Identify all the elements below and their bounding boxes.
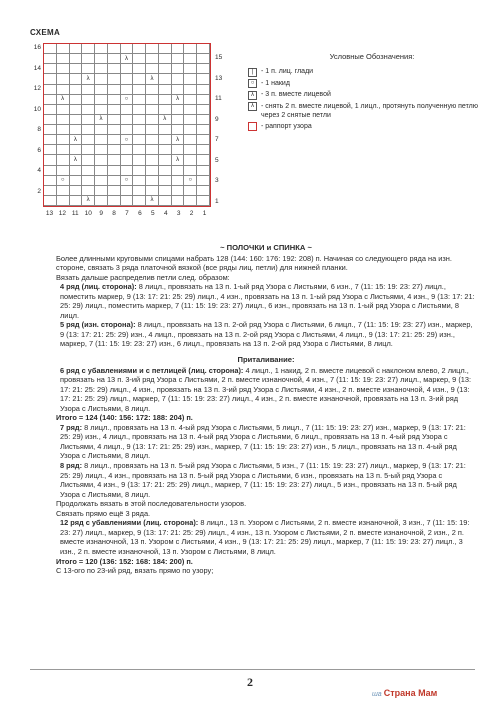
- legend-symbol-icon: [248, 122, 257, 131]
- chart-cell: [108, 74, 121, 84]
- chart-cell: [121, 105, 134, 115]
- row-5-instruction: 5 ряд (изн. сторона): 8 лицл., провязать на 13 п. 2-ой ряд Узора с Листьями, 6 лицл., 7 (11: 15: 19: 23: 27) изн., маркер, 9 (13: 17: 21: 25: 29) изн., 4 лицл., провязать на 13 п. 2-ой ряд Узора с Листьями, 4 лицл., 9 (13: 17: 21: 25: 29) изн., маркер, 7 (11: 15: 19: 23: 27) изн., 6 лицл., провязать на 13 п. 2-ой ряд Узора с Листьями, 8 лицл.: [60, 320, 473, 349]
- chart-cell: [70, 85, 83, 95]
- schema-title: СХЕМА: [30, 28, 61, 37]
- column-number-label: 7: [125, 210, 129, 217]
- legend: [248, 52, 478, 133]
- legend-text: - 1 п. лиц. глади: [261, 68, 314, 75]
- chart-cell: [172, 186, 185, 196]
- chart-cell: [159, 85, 172, 95]
- chart-cell: [44, 85, 57, 95]
- chart-cell: [146, 64, 159, 74]
- chart-cell: [197, 176, 210, 186]
- legend-symbol-icon: λ: [248, 102, 257, 111]
- last-instruction: С 13-ого по 23-ий ряд, вязать прямо по узору;: [56, 566, 214, 576]
- chart-cell: [57, 105, 70, 115]
- chart-cell: [57, 135, 70, 145]
- continue-line-2: Связать прямо ещё 3 ряда.: [56, 508, 151, 518]
- chart-cell: λ: [70, 135, 83, 145]
- chart-cell: [121, 74, 134, 84]
- chart-cell: [146, 155, 159, 165]
- chart-cell: [184, 145, 197, 155]
- chart-cell: [184, 44, 197, 54]
- chart-cell: [70, 176, 83, 186]
- chart-cell: [197, 44, 210, 54]
- chart-cell: [95, 135, 108, 145]
- chart-cell: [108, 125, 121, 135]
- row-number-label: 3: [215, 177, 219, 185]
- chart-cell: [172, 176, 185, 186]
- row-12-instruction: 12 ряд с убавлениями (лиц. сторона): 8 лицл., 13 п. Узором с Листьями, 2 п. вместе изнаночной, 3 изн., 7 (11: 15: 19: 23: 27) лицл., маркер, 9 (13: 17: 21: 25: 29) лицл., 4 изн., 13 п. Узором с Листьями, 2 п. вместе изнаночной, 2 изн., 2 п. вместе изнаночной, 13 п. Узором с Листьями, 4 изн., 9 (13: 17: 21: 25: 29) лицл., маркер, 7 (11: 15: 19: 23: 27) лицл., 3 изн., 2 п. вместе изнаночной, 13 п. Узором с Листьями, 8 лицл.: [60, 518, 470, 556]
- chart-cell: [146, 125, 159, 135]
- chart-cell: [146, 186, 159, 196]
- row-number-label: 2: [37, 187, 41, 195]
- continue-line-1: Продолжать вязать в этой последовательности узоров.: [56, 499, 247, 509]
- chart-cell: [159, 145, 172, 155]
- row-7-instruction: 7 ряд: 8 лицл., провязать на 13 п. 4-ый ряд Узора с Листьями, 5 лицл., 7 (11: 15: 19: 23: 27) изн., маркер, 9 (13: 17: 21: 25: 29) изн., 4 лицл., провязать на 13 п. 4-ый ряд Узора с Листьями, 6 лицл., провязать на 13 п. 4-ый ряд Узора с Листьями, 4 лицл., 9 (13: 17: 21: 25: 29) изн., маркер, 7 (11: 15: 19: 23: 27) изн., 5 лицл., провязать на 13 п. 4-ый ряд Узора с Листьями, 8 лицл.: [60, 422, 466, 461]
- chart-cell: [95, 155, 108, 165]
- chart-cell: [172, 196, 185, 206]
- chart-cell: ○: [121, 95, 134, 105]
- chart-cell: [57, 85, 70, 95]
- chart-cell: [184, 115, 197, 125]
- chart-cell: [95, 54, 108, 64]
- chart-cell: [159, 64, 172, 74]
- column-number-label: 1: [202, 210, 207, 217]
- chart-cell: [108, 145, 121, 155]
- chart-cell: [146, 44, 159, 54]
- chart-cell: [44, 155, 57, 165]
- chart-cell: [197, 145, 210, 155]
- chart-cell: λ: [172, 155, 185, 165]
- chart-cell: λ: [159, 115, 172, 125]
- chart-cell: [121, 64, 134, 74]
- chart-cell: [70, 196, 83, 206]
- chart-cell: [70, 44, 83, 54]
- chart-cell: [159, 74, 172, 84]
- chart-cell: [82, 54, 95, 64]
- chart-cell: [146, 145, 159, 155]
- chart-cell: [184, 85, 197, 95]
- row-8-instruction: 8 ряд: 8 лицл., провязать на 13 п. 5-ый ряд Узора с Листьями, 5 изн., 7 (11: 15: 19: 23: 27) лицл., маркер, 9 (13: 17: 21: 25: 29) лицл., 4 изн., провязать на 13 п. 5-ый ряд Узора с Листьями, 6 изн., провязать на 13 п. 5-ый ряд Узора с Листьями, 4 изн., 9 (13: 17: 21: 25: 29) лицл., маркер, 7 (11: 15: 19: 23: 27) лицл., 5 изн., провязать на 13 п. 5-ый ряд Узора с Листьями, 8 лицл.: [60, 461, 466, 499]
- chart-cell: [197, 85, 210, 95]
- chart-cell: ○: [121, 176, 134, 186]
- chart-cell: [57, 64, 70, 74]
- chart-cell: [95, 145, 108, 155]
- chart-cell: [133, 125, 146, 135]
- chart-cell: [159, 166, 172, 176]
- total-stitches-1: Итого = 124 (140: 156: 172: 188: 204) п.: [56, 413, 193, 423]
- total-stitches-2: Итого = 120 (136: 152: 168: 184: 200) п.: [56, 556, 193, 566]
- chart-cell: [70, 166, 83, 176]
- column-number-label: 5: [151, 210, 155, 217]
- chart-cell: [184, 74, 197, 84]
- chart-cell: [172, 125, 185, 135]
- column-number-label: 3: [176, 210, 181, 217]
- chart-cell: [70, 95, 83, 105]
- chart-cell: [44, 145, 57, 155]
- chart-cell: [172, 85, 185, 95]
- section-title-fronts-back: ~ ПОЛОЧКИ и СПИНКА ~: [220, 243, 312, 252]
- chart-cell: [44, 54, 57, 64]
- legend-symbol-icon: |: [248, 68, 257, 77]
- chart-cell: λ: [82, 196, 95, 206]
- chart-cell: [146, 105, 159, 115]
- chart-cell: [82, 145, 95, 155]
- chart-cell: [184, 54, 197, 64]
- chart-cell: [197, 135, 210, 145]
- chart-cell: [95, 166, 108, 176]
- chart-cell: [44, 186, 57, 196]
- chart-cell: [57, 155, 70, 165]
- chart-cell: [57, 125, 70, 135]
- chart-cell: [121, 186, 134, 196]
- chart-cell: [44, 64, 57, 74]
- chart-cell: [184, 166, 197, 176]
- row-number-label: 9: [215, 115, 219, 123]
- chart-cell: [82, 166, 95, 176]
- chart-cell: [95, 105, 108, 115]
- chart-cell: λ: [172, 135, 185, 145]
- chart-cell: [70, 145, 83, 155]
- chart-cell: [70, 54, 83, 64]
- legend-item: [248, 102, 478, 120]
- chart-cell: [108, 54, 121, 64]
- chart-cell: [133, 85, 146, 95]
- chart-cell: [95, 64, 108, 74]
- chart-cell: [133, 135, 146, 145]
- chart-cell: [82, 64, 95, 74]
- chart-cell: [70, 64, 83, 74]
- chart-cell: [159, 186, 172, 196]
- chart-cell: λ: [146, 196, 159, 206]
- chart-cell: [146, 115, 159, 125]
- chart-cell: [159, 125, 172, 135]
- legend-text: - снять 2 п. вместе лицевой, 1 лицл., протянуть полученную петлю через 2 снятые петли: [261, 102, 478, 119]
- chart-cell: [82, 85, 95, 95]
- legend-text: - раппорт узора: [261, 122, 312, 130]
- chart-cell: [121, 115, 134, 125]
- chart-cell: λ: [57, 95, 70, 105]
- chart-cell: [57, 196, 70, 206]
- chart-cell: [184, 95, 197, 105]
- intro-paragraph-2: Вязать дальше распределив петли след. образом:: [56, 272, 230, 282]
- chart-cell: [197, 186, 210, 196]
- chart-cell: [108, 155, 121, 165]
- row-number-label: 8: [37, 126, 41, 133]
- chart-cell: [121, 155, 134, 165]
- chart-cell: [57, 44, 70, 54]
- chart-cell: [108, 44, 121, 54]
- footer-rule: [30, 669, 475, 670]
- chart-cell: [82, 135, 95, 145]
- legend-text: - 1 накид: [261, 79, 290, 87]
- chart-cell: [133, 186, 146, 196]
- chart-cell: [57, 74, 70, 84]
- chart-cell: [159, 44, 172, 54]
- chart-cell: [197, 54, 210, 64]
- chart-cell: [70, 105, 83, 115]
- chart-cell: [172, 145, 185, 155]
- chart-cell: [159, 135, 172, 145]
- site-logo[interactable]: ша Страна Мам: [372, 688, 438, 698]
- chart-cell: [121, 85, 134, 95]
- legend-symbol-icon: λ: [248, 91, 257, 100]
- chart-cell: [82, 115, 95, 125]
- legend-symbol-icon: ○: [248, 79, 257, 88]
- chart-cell: [133, 95, 146, 105]
- chart-cell: [82, 125, 95, 135]
- chart-cell: λ: [70, 155, 83, 165]
- chart-cell: [44, 115, 57, 125]
- chart-cell: [184, 125, 197, 135]
- chart-cell: [121, 125, 134, 135]
- section-title-shaping: Приталивание:: [237, 355, 295, 365]
- chart-cell: ○: [57, 176, 70, 186]
- chart-cell: λ: [172, 95, 185, 105]
- chart-cell: [172, 115, 185, 125]
- chart-cell: [44, 176, 57, 186]
- column-number-label: 12: [58, 210, 66, 217]
- chart-cell: [133, 74, 146, 84]
- instructions: [56, 243, 476, 576]
- chart-cell: [108, 176, 121, 186]
- chart-cell: [108, 115, 121, 125]
- chart-cell: [95, 44, 108, 54]
- chart-cell: [159, 196, 172, 206]
- column-number-label: 9: [99, 210, 103, 217]
- chart-cell: [57, 145, 70, 155]
- chart-cell: [95, 186, 108, 196]
- chart-cell: λ: [82, 74, 95, 84]
- chart-cell: [146, 95, 159, 105]
- chart-cell: [133, 155, 146, 165]
- chart-cell: [95, 85, 108, 95]
- chart-cell: [184, 186, 197, 196]
- legend-item: [248, 67, 478, 77]
- chart-cell: [197, 105, 210, 115]
- column-number-label: 4: [163, 210, 168, 217]
- page-number: 2: [247, 675, 253, 689]
- legend-item: [248, 79, 478, 89]
- chart-cell: [108, 85, 121, 95]
- row-4-instruction: 4 ряд (лиц. сторона): 8 лицл., провязать на 13 п. 1-ый ряд Узора с Листьями, 6 изн., 7 (11: 15: 19: 23: 27) лицл., поместить маркер, 9 (13: 17: 21: 25: 29) лицл., 4 изн., провязать на 13 п. 1-ый ряд Узора с Листьями, 4 изн., 9 (13: 17: 21: 25: 29) лицл., поместить маркер, 7 (11: 15: 19: 23: 27) лицл., 6 изн., провязать на 13 п. 1-ый ряд Узора с Листьями, 8 лицл.: [60, 282, 475, 320]
- chart-cell: [95, 196, 108, 206]
- chart-cell: λ: [121, 54, 134, 64]
- chart-cell: [133, 54, 146, 64]
- chart-cell: [184, 105, 197, 115]
- chart-cell: [172, 105, 185, 115]
- chart-cell: [44, 74, 57, 84]
- chart-cell: [197, 125, 210, 135]
- row-number-label: 14: [33, 64, 41, 72]
- chart-grid: [43, 43, 211, 207]
- chart-cell: [95, 176, 108, 186]
- chart-cell: [121, 44, 134, 54]
- row-number-label: 4: [37, 167, 41, 174]
- chart-cell: [57, 166, 70, 176]
- chart-cell: [184, 135, 197, 145]
- chart-cell: [44, 196, 57, 206]
- chart-cell: [197, 155, 210, 165]
- legend-item: [248, 90, 478, 100]
- chart-cell: [108, 95, 121, 105]
- chart-cell: [197, 74, 210, 84]
- row-number-label: 10: [33, 105, 41, 113]
- chart-cell: [146, 135, 159, 145]
- chart-cell: [57, 54, 70, 64]
- chart-cell: [146, 85, 159, 95]
- chart-cell: [146, 54, 159, 64]
- chart-cell: [44, 125, 57, 135]
- row-number-label: 1: [215, 197, 219, 205]
- row-number-label: 5: [215, 156, 219, 164]
- chart-cell: [121, 145, 134, 155]
- chart-cell: [44, 44, 57, 54]
- chart-cell: [133, 166, 146, 176]
- chart-cell: ○: [121, 135, 134, 145]
- chart-cell: [82, 155, 95, 165]
- chart-cell: [197, 95, 210, 105]
- chart-cell: [184, 64, 197, 74]
- chart-cell: [108, 166, 121, 176]
- chart-cell: [82, 186, 95, 196]
- chart-cell: [172, 64, 185, 74]
- chart-cell: [197, 196, 210, 206]
- row-number-label: 11: [215, 95, 222, 103]
- column-number-label: 10: [84, 210, 92, 217]
- chart-cell: [159, 105, 172, 115]
- chart-cell: [82, 44, 95, 54]
- chart-cell: [57, 115, 70, 125]
- chart-cell: [197, 115, 210, 125]
- chart-cell: [159, 54, 172, 64]
- chart-column-numbers: [43, 210, 211, 217]
- chart-cell: [95, 125, 108, 135]
- chart-cell: [95, 95, 108, 105]
- chart-cell: [121, 166, 134, 176]
- chart-cell: [70, 115, 83, 125]
- chart-cell: [44, 135, 57, 145]
- chart-cell: [57, 186, 70, 196]
- chart-cell: [44, 95, 57, 105]
- legend-title: Условные Обозначения:: [329, 52, 415, 61]
- chart-cell: [133, 105, 146, 115]
- chart-cell: [70, 125, 83, 135]
- chart-cell: [133, 145, 146, 155]
- row-number-label: 6: [37, 146, 41, 154]
- chart-cell: [108, 196, 121, 206]
- chart-cell: ○: [184, 176, 197, 186]
- chart-cell: [146, 176, 159, 186]
- chart-cell: [82, 176, 95, 186]
- chart-cell: [133, 176, 146, 186]
- chart-cell: [108, 64, 121, 74]
- chart-cell: [133, 44, 146, 54]
- chart-cell: [108, 105, 121, 115]
- row-6-instruction: 6 ряд с убавлениями и с петлицей (лиц. сторона): 4 лицл., 1 накид, 2 п. вместе лицевой с наклоном влево, 2 лицл., провязать на 13 п. 3-ий ряд Узора с Листьями, 2 п. вместе изнаночной, 4 изн., 7 (11: 15: 19: 23: 27) лицл., маркер, 9 (13: 17: 21: 25: 29) лицл., 4 изн., провязать на 13 п. 3-ий ряд Узора с Листьями, 4 изн., 2 п. вместе изнаночной, 4 изн., 9 (13: 17: 21: 25: 29) лицл., маркер, 7 (11: 15: 19: 23: 27) лицл., 4 изн., 2 п. вместе изнаночной, провязать на 13 п. 3-ий ряд Узора с Листьями, 8 лицл.: [60, 365, 472, 413]
- row-number-label: 16: [33, 44, 41, 51]
- chart-cell: [146, 166, 159, 176]
- row-number-label: 15: [215, 54, 223, 62]
- chart-cell: [70, 186, 83, 196]
- chart-cell: [108, 186, 121, 196]
- chart-cell: [121, 196, 134, 206]
- column-number-label: 8: [112, 210, 116, 217]
- row-number-label: 12: [33, 85, 41, 92]
- chart-cell: [172, 54, 185, 64]
- legend-text: - 3 п. вместе лицевой: [261, 91, 331, 98]
- column-number-label: 11: [71, 210, 79, 217]
- chart-cell: [172, 44, 185, 54]
- chart-cell: λ: [146, 74, 159, 84]
- chart-cell: [159, 155, 172, 165]
- chart-cell: [133, 64, 146, 74]
- chart-cell: [133, 115, 146, 125]
- chart-cell: [95, 74, 108, 84]
- row-number-label: 13: [215, 74, 223, 82]
- chart-cell: [70, 74, 83, 84]
- chart-cell: [172, 74, 185, 84]
- intro-paragraph: Более длинными круговыми спицами набрать 128 (144: 160: 176: 192: 208) п. Начиная со следующего ряда на изн. стороне, связать 3 ряда платочной вязкой (все ряды лиц. петли) для нижней планки.: [56, 253, 452, 273]
- column-number-label: 2: [189, 210, 194, 217]
- legend-item: [248, 122, 478, 132]
- chart-cell: [44, 105, 57, 115]
- chart-cell: [159, 95, 172, 105]
- chart-cell: [82, 105, 95, 115]
- chart-cell: [184, 155, 197, 165]
- chart-cell: [44, 166, 57, 176]
- chart-cell: λ: [95, 115, 108, 125]
- column-number-label: 13: [45, 210, 54, 217]
- chart-cell: [197, 166, 210, 176]
- chart-cell: [172, 166, 185, 176]
- chart-cell: [159, 176, 172, 186]
- column-number-label: 6: [138, 210, 142, 217]
- chart-cell: [197, 64, 210, 74]
- chart-cell: [82, 95, 95, 105]
- chart-cell: [184, 196, 197, 206]
- chart-cell: [133, 196, 146, 206]
- row-number-label: 7: [215, 136, 219, 144]
- chart-cell: [108, 135, 121, 145]
